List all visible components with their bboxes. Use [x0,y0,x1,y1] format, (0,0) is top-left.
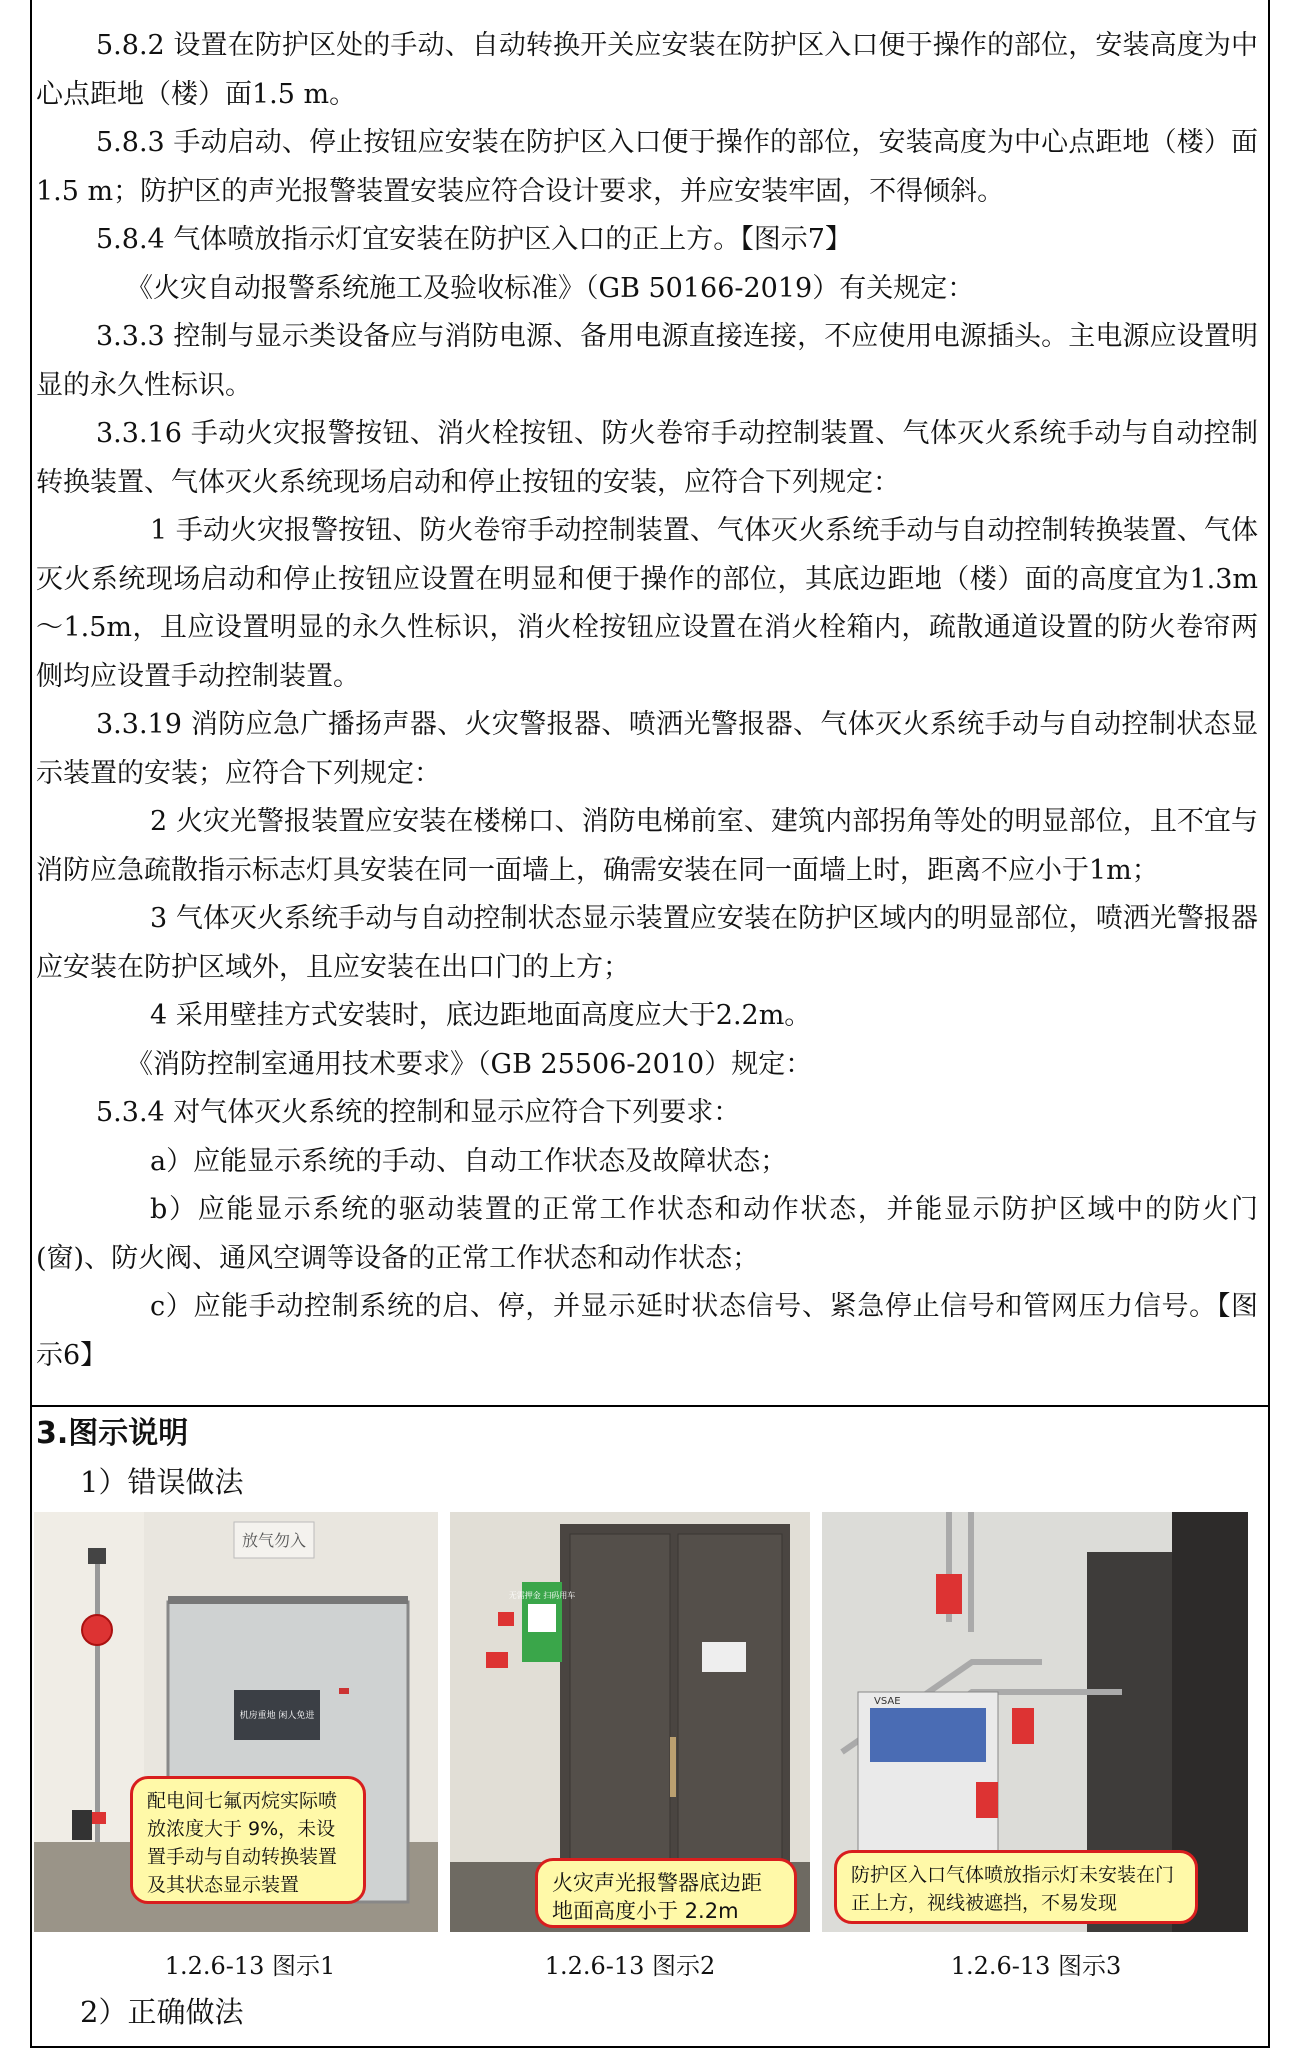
regulation-text [36,22,1258,1380]
photo-2-caption: 1.2.6-13 图示2 [544,1952,716,1980]
correct-practice-label: 2）正确做法 [80,1995,244,2029]
paragraph: a）应能显示系统的手动、自动工作状态及故障状态； [150,1145,788,1177]
section-title: 3.图示说明 [36,1416,189,1451]
paragraph: 4 采用壁挂方式安装时，底边距地面高度应大于2.2m。 [150,1000,812,1031]
paragraph: 1 手动火灾报警按钮、防火卷帘手动控制装置、气体灭火系统手动与自动控制转换装置、气体灭火系统现场启动和停止按钮应设置在明显和便于操作的部位，其底边距地（楼）面的高度宜为1.3m～1.5m，且应设置明显的永久性标识，消火栓按钮应设置在消火栓箱内，疏散通道设置的防火卷帘两侧均应设置手动控制装置。 [36,515,1258,692]
paragraph: 5.8.3 手动启动、停止按钮应安装在防护区入口便于操作的部位，安装高度为中心点距地（楼）面1.5 m；防护区的声光报警装置安装应符合设计要求，并应安装牢固，不得倾斜。 [36,127,1258,207]
paragraph: 3.3.16 手动火灾报警按钮、消火栓按钮、防火卷帘手动控制装置、气体灭火系统手动与自动控制转换装置、气体灭火系统现场启动和停止按钮的安装，应符合下列规定： [36,418,1258,498]
panel-brand: VSAE [874,1696,901,1707]
paragraph: 5.8.2 设置在防护区处的手动、自动转换开关应安装在防护区入口便于操作的部位，安装高度为中心点距地（楼）面1.5 m。 [36,30,1258,110]
paragraph: 2 火灾光警报装置应安装在楼梯口、消防电梯前室、建筑内部拐角等处的明显部位，且不宜与消防应急疏散指示标志灯具安装在同一面墙上，确需安装在同一面墙上时，距离不应小于1m； [36,806,1258,886]
wall-sign-text: 放气勿入 [241,1531,307,1550]
paragraph: 3.3.3 控制与显示类设备应与消防电源、备用电源直接连接，不应使用电源插头。主电源应设置明显的永久性标识。 [36,321,1258,401]
paragraph: b）应能显示系统的驱动装置的正常工作状态和动作状态，并能显示防护区域中的防火门(窗)、防火阀、通风空调等设备的正常工作状态和动作状态； [36,1194,1258,1274]
standard-title: 《火灾自动报警系统施工及验收标准》（GB 50166-2019）有关规定： [126,272,975,304]
paragraph: 3.3.19 消防应急广播扬声器、火灾警报器、喷洒光警报器、气体灭火系统手动与自动控制状态显示装置的安装；应符合下列规定： [36,709,1258,789]
callout-photo-2 [535,1858,797,1928]
callout-text: 配电间七氟丙烷实际喷放浓度大于 9%，未设置手动与自动转换装置及其状态显示装置 [147,1790,338,1896]
paragraph: c）应能手动控制系统的启、停，并显示延时状态信号、紧急停止信号和管网压力信号。【图示6】 [36,1291,1258,1371]
callout-photo-1 [130,1776,366,1904]
paragraph: 3 气体灭火系统手动与自动控制状态显示装置应安装在防护区域内的明显部位，喷洒光警报器应安装在防护区域外，且应安装在出口门的上方； [36,903,1258,983]
callout-photo-3 [834,1850,1198,1924]
poster-text: 无需押金 扫码用车 [508,1591,576,1600]
photo-3-caption: 1.2.6-13 图示3 [950,1952,1122,1980]
section-divider [30,1405,1270,1407]
photo-1-caption: 1.2.6-13 图示1 [164,1952,336,1980]
paragraph: 5.3.4 对气体灭火系统的控制和显示应符合下列要求： [96,1097,741,1128]
door-sign-text: 机房重地 闲人免进 [239,1711,315,1721]
standard-title: 《消防控制室通用技术要求》（GB 25506-2010）规定： [126,1048,813,1080]
wrong-practice-label: 1）错误做法 [80,1465,244,1499]
paragraph: 5.8.4 气体喷放指示灯宜安装在防护区入口的正上方。【图示7】 [96,224,852,255]
callout-text: 火灾声光报警器底边距地面高度小于 2.2m [552,1871,762,1923]
callout-text: 防护区入口气体喷放指示灯未安装在门正上方，视线被遮挡，不易发现 [851,1864,1175,1914]
